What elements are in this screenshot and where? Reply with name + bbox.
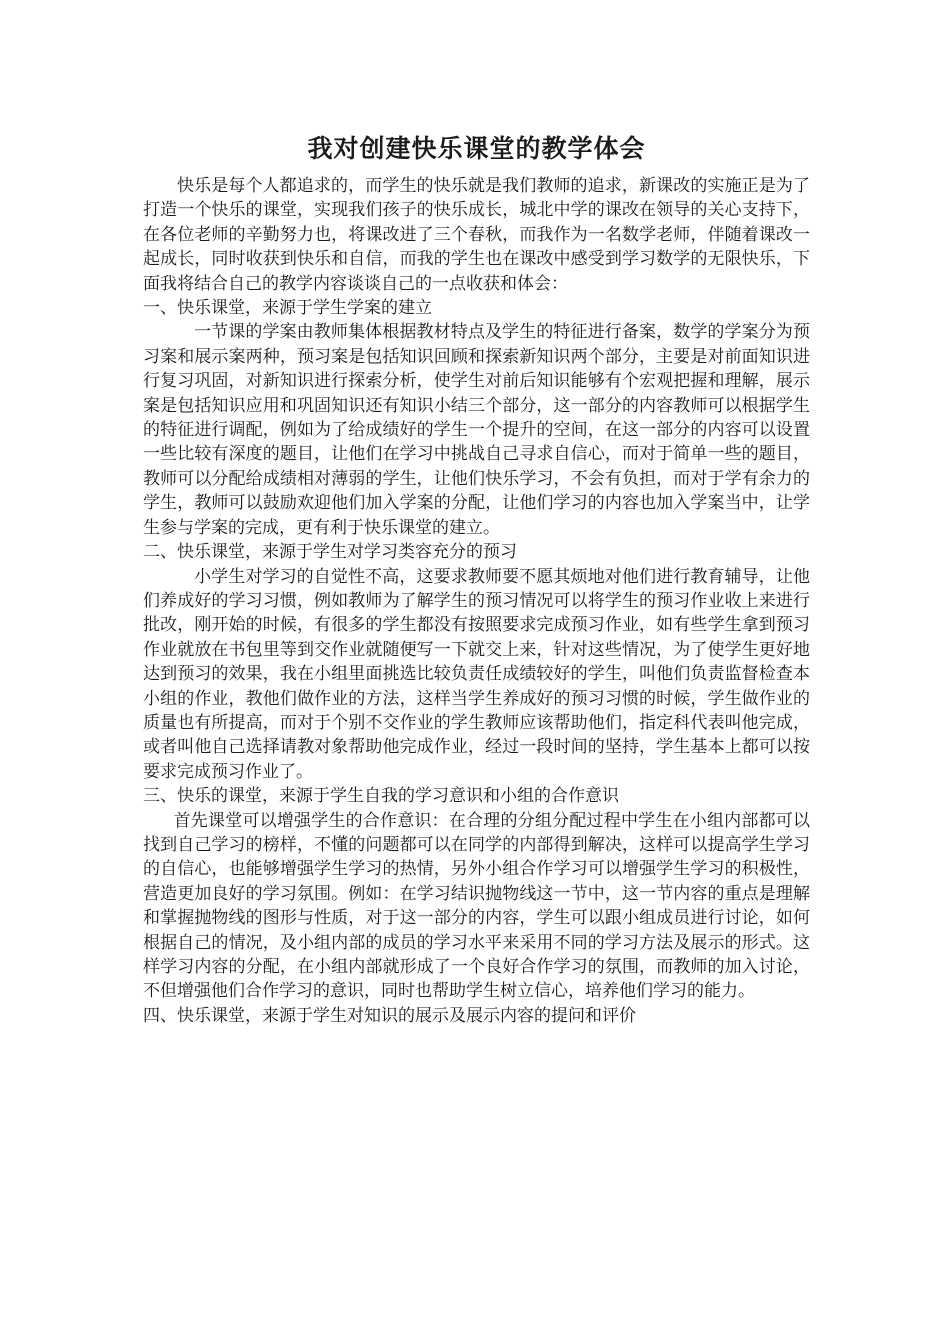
section-2-heading: 二、快乐课堂，来源于学生对学习类容充分的预习 — [143, 542, 517, 563]
section-4-heading: 四、快乐课堂，来源于学生对知识的展示及展示内容的提问和评价 — [143, 1005, 636, 1026]
section-3-heading: 三、快乐的课堂，来源于学生自我的学习意识和小组的合作意识 — [143, 786, 619, 807]
section-1-body: 一节课的学案由教师集体根据教材特点及学生的特征进行备案，数学的学案分为预习案和展示案两种，预习案是包括知识回顾和探索新知识两个部分，主要是对前面知识进行复习巩固，对新知识进行探索分析，使学生对前后知识能够有个宏观把握和理解，展示案是包括知识应用和巩固知识还有知识小结三个部分，这一部分的内容教师可以根据学生的特征进行调配，例如为了给成绩好的学生一个提升的空间，在这一部分的内容可以设置一些比较有深度的题目，让他们在学习中挑战自己寻求自信心，而对于简单一些的题目，教师可以分配给成绩相对薄弱的学生，让他们快乐学习，不会有负担，而对于学有余力的学生，教师可以鼓励欢迎他们加入学案的分配，让他们学习的内容也加入学案当中，让学生参与学案的完成，更有利于快乐课堂的建立。 — [143, 322, 810, 538]
intro-paragraph: 快乐是每个人都追求的，而学生的快乐就是我们教师的追求，新课改的实施正是为了打造一个快乐的课堂，实现我们孩子的快乐成长，城北中学的课改在领导的关心支持下，在各位老师的辛勤努力也，将课改进了三个春秋，而我作为一名数学老师，伴随着课改一起成长，同时收获到快乐和自信，而我的学生也在课改中感受到学习数学的无限快乐，下面我将结合自己的教学内容谈谈自己的一点收获和体会： — [143, 176, 810, 294]
section-3-body: 首先课堂可以增强学生的合作意识：在合理的分组分配过程中学生在小组内部都可以找到自己学习的榜样，不懂的问题都可以在同学的内部得到解决，这样可以提高学生学习的自信心，也能够增强学生学习的热情，另外小组合作学习可以增强学生学习的积极性，营造更加良好的学习氛围。例如：在学习结识抛物线这一节中，这一节内容的重点是理解和掌握抛物线的图形与性质，对于这一部分的内容，学生可以跟小组成员进行讨论，如何根据自己的情况，及小组内部的成员的学习水平来采用不同的学习方法及展示的形式。这样学习内容的分配，在小组内部就形成了一个良好合作学习的氛围，而教师的加入讨论，不但增强他们合作学习的意识，同时也帮助学生树立信心，培养他们学习的能力。 — [143, 810, 810, 1002]
section-1-heading: 一、快乐课堂，来源于学生学案的建立 — [143, 298, 432, 319]
document-content — [143, 132, 810, 1028]
section-2-body: 小学生对学习的自觉性不高，这要求教师要不愿其烦地对他们进行教育辅导，让他们养成好的学习习惯，例如教师为了解学生的预习情况可以将学生的预习作业收上来进行批改，刚开始的时候，有很多的学生都没有按照要求完成预习作业，如有些学生拿到预习作业就放在书包里等到交作业就随便写一下就交上来，针对这些情况，为了使学生更好地达到预习的效果，我在小组里面挑选比较负责任成绩较好的学生，叫他们负责监督检查本小组的作业，教他们做作业的方法，这样当学生养成好的预习习惯的时候，学生做作业的质量也有所提高，而对于个别不交作业的学生教师应该帮助他们，指定科代表叫他完成，或者叫他自己选择请教对象帮助他完成作业，经过一段时间的坚持，学生基本上都可以按要求完成预习作业了。 — [143, 566, 810, 782]
page-title: 我对创建快乐课堂的教学体会 — [307, 134, 646, 163]
